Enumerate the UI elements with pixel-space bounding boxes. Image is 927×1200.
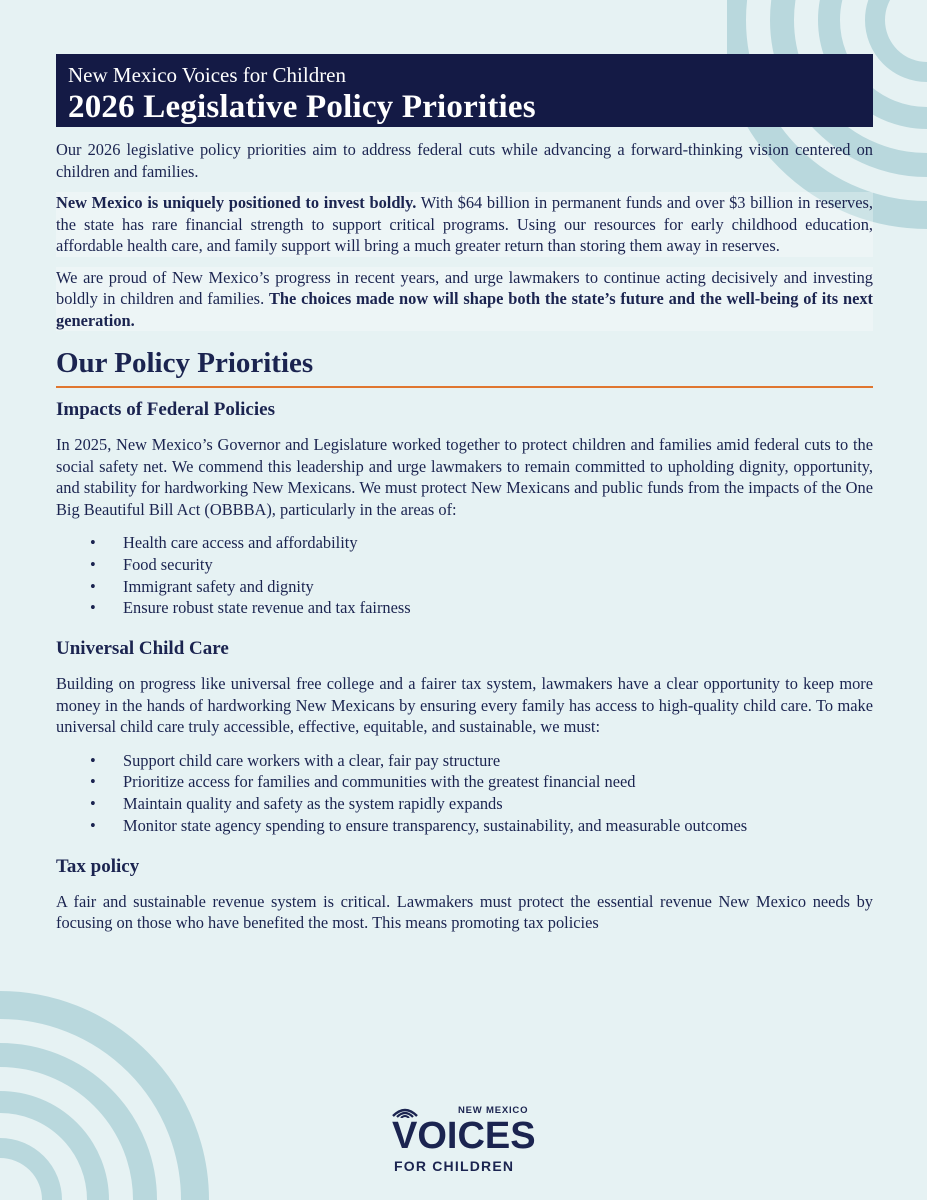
heading-universal-child-care: Universal Child Care	[56, 638, 229, 660]
intro-paragraph-3	[56, 267, 873, 332]
federal-policies-list	[56, 532, 873, 619]
list-item-text: Health care access and affordability	[123, 533, 358, 552]
intro-paragraph-1: Our 2026 legislative policy priorities aim to address federal cuts while advancing a forward-thinking vision centered on children and families.	[56, 140, 873, 181]
federal-policies-body: In 2025, New Mexico’s Governor and Legislature worked together to protect children and families amid federal cuts to the social safety net. We commend this leadership and urge lawmakers to remain committed to upholding dignity, opportunity, and stability for hardworking New Mexicans. We must protect New Mexicans and public funds from the impacts of the One Big Beautiful Bill Act (OBBBA), particularly in the areas of:	[56, 435, 873, 519]
bullet-icon: •	[90, 816, 96, 836]
tax-policy-body: A fair and sustainable revenue system is critical. Lawmakers must protect the essential revenue New Mexico needs by focusing on those who have benefited the most. This means promoting tax policies	[56, 891, 873, 933]
intro-section	[56, 139, 873, 331]
intro-paragraph-3-body: We are proud of New Mexico’s progress in recent years, and urge lawmakers to continue acting decisively and investing boldly in children and families.	[56, 267, 873, 308]
organization-name: New Mexico Voices for Children	[68, 63, 347, 87]
list-item	[90, 576, 873, 598]
title-banner	[56, 54, 873, 127]
list-item	[90, 771, 873, 793]
decorative-arcs-bottom-left	[0, 970, 210, 1200]
bullet-icon: •	[90, 794, 96, 814]
list-item	[90, 597, 873, 619]
list-item-text: Food security	[123, 554, 213, 574]
list-item-text: Ensure robust state revenue and tax fairness	[123, 598, 411, 618]
logo-new-mexico: NEW MEXICO	[458, 1105, 529, 1116]
list-item	[90, 793, 873, 815]
child-care-list	[56, 750, 873, 837]
list-item-text: Immigrant safety and dignity	[123, 576, 314, 596]
heading-federal-policies: Impacts of Federal Policies	[56, 399, 275, 420]
bullet-icon: •	[90, 772, 96, 792]
list-item	[90, 532, 873, 554]
document-title: 2026 Legislative Policy Priorities	[68, 89, 536, 125]
list-item-text: Maintain quality and safety as the system rapidly expands	[123, 794, 503, 814]
intro-paragraph-2	[56, 192, 873, 257]
intro-paragraph-2-body: With $64 billion in permanent funds and over $3 billion in reserves, the state has rare financial strength to support critical programs. Using our resources for early childhood education, affordable health care, and family support will bring a much greater return than storing them away in reserves.	[56, 193, 873, 255]
intro-paragraph-3-emphasis: The choices made now will shape both the state’s future and the well-being of its next generation.	[56, 289, 874, 330]
voices-for-children-logo	[388, 1103, 542, 1175]
bullet-icon: •	[90, 750, 96, 770]
section-divider	[56, 386, 873, 388]
list-item	[90, 750, 873, 772]
section-title-policy-priorities: Our Policy Priorities	[56, 347, 314, 379]
bullet-icon: •	[90, 554, 96, 574]
intro-paragraph-2-lead: New Mexico is uniquely positioned to invest boldly.	[56, 193, 417, 212]
bullet-icon: •	[90, 576, 96, 596]
heading-tax-policy: Tax policy	[56, 855, 140, 877]
list-item-text: Support child care workers with a clear, fair pay structure	[123, 750, 501, 770]
bullet-icon: •	[90, 533, 96, 552]
bullet-icon: •	[90, 598, 96, 618]
logo-voices: VOICES	[392, 1115, 536, 1157]
document-body	[56, 54, 873, 934]
child-care-body: Building on progress like universal free college and a fairer tax system, lawmakers have a clear opportunity to keep more money in the hands of hardworking New Mexicans by ensuring every family has access to high-quality child care. To make universal child care truly accessible, effective, equitable, and sustainable, we must:	[56, 674, 873, 737]
list-item-text: Prioritize access for families and communities with the greatest financial need	[123, 772, 636, 792]
list-item-text: Monitor state agency spending to ensure transparency, sustainability, and measurable outcomes	[123, 816, 748, 836]
list-item	[90, 554, 873, 576]
list-item	[90, 815, 873, 837]
logo-for-children: FOR CHILDREN	[394, 1158, 515, 1174]
